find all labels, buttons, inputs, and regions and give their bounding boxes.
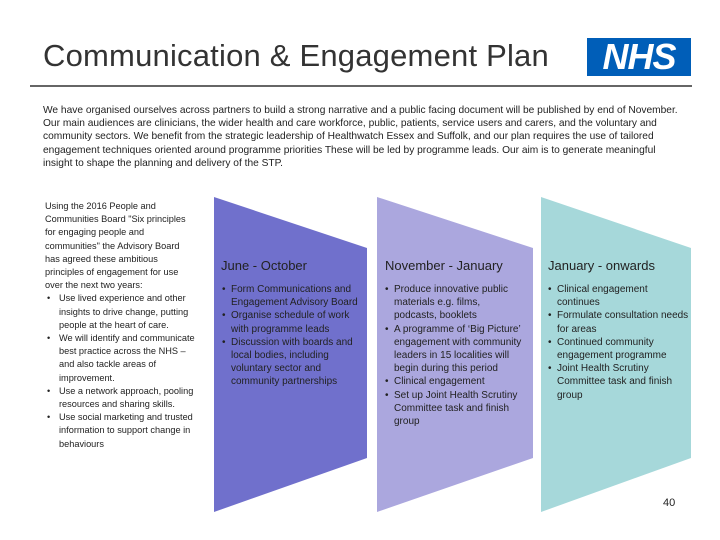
principles-lead: Using the 2016 People and Communities Board "Six principles for engaging people and communities" the Advisory Board has agreed these ambitious principles of engagement for use over the next two years: <box>45 201 186 291</box>
principle-item: • We will identify and communicate best practice across the NHS – and also tackle areas of improvement. <box>45 332 195 385</box>
principle-item: • Use lived experience and other insights to drive change, putting people at the heart of care. <box>45 292 195 332</box>
phase-1-item: • Discussion with boards and local bodies, including voluntary sector and community partnerships <box>222 336 362 389</box>
phase-3-list <box>548 283 690 402</box>
phase-2-list <box>385 283 525 428</box>
nhs-logo: NHS <box>587 38 691 76</box>
phase-2-title: November - January <box>385 258 503 273</box>
phase-2-item: • Produce innovative public materials e.g. films, podcasts, booklets <box>385 283 525 323</box>
phase-3-item: • Joint Health Scrutiny Committee task and finish group <box>548 362 690 402</box>
phase-2-item: • A programme of ‘Big Picture’ engagement with community leaders in 15 localities will begin during this period <box>385 323 525 376</box>
phase-1-title: June - October <box>221 258 307 273</box>
phase-3-item: • Continued community engagement programme <box>548 336 690 362</box>
principle-item: • Use social marketing and trusted information to support change in behaviours <box>45 411 195 451</box>
phase-2-item: • Set up Joint Health Scrutiny Committee task and finish group <box>385 389 525 429</box>
phase-3-item: • Clinical engagement continues <box>548 283 690 309</box>
principle-item: • Use a network approach, pooling resources and sharing skills. <box>45 385 195 411</box>
phase-2-item: • Clinical engagement <box>385 375 525 388</box>
phase-3-item: • Formulate consultation needs for areas <box>548 309 690 335</box>
page-title: Communication & Engagement Plan <box>43 38 549 73</box>
phase-1-list <box>222 283 362 389</box>
page-number: 40 <box>663 497 676 509</box>
phase-1-item: • Form Communications and Engagement Advisory Board <box>222 283 362 309</box>
phase-3-title: January - onwards <box>548 258 655 273</box>
intro-paragraph: We have organised ourselves across partners to build a strong narrative and a public facing document will be published by end of November. Our main audiences are clinicians, the wider health and care workforce, public, patients, service users and carers, and the voluntary and community sectors. We benefit from the strategic leadership of Healthwatch Essex and Suffolk, and our plan requires the use of tailored engagement techniques oriented around programme priorities These will be led by programme leads. Our aim is to generate meaningful insight to shape the planning and delivery of the STP. <box>43 105 678 169</box>
phase-1-item: • Organise schedule of work with programme leads <box>222 309 362 335</box>
